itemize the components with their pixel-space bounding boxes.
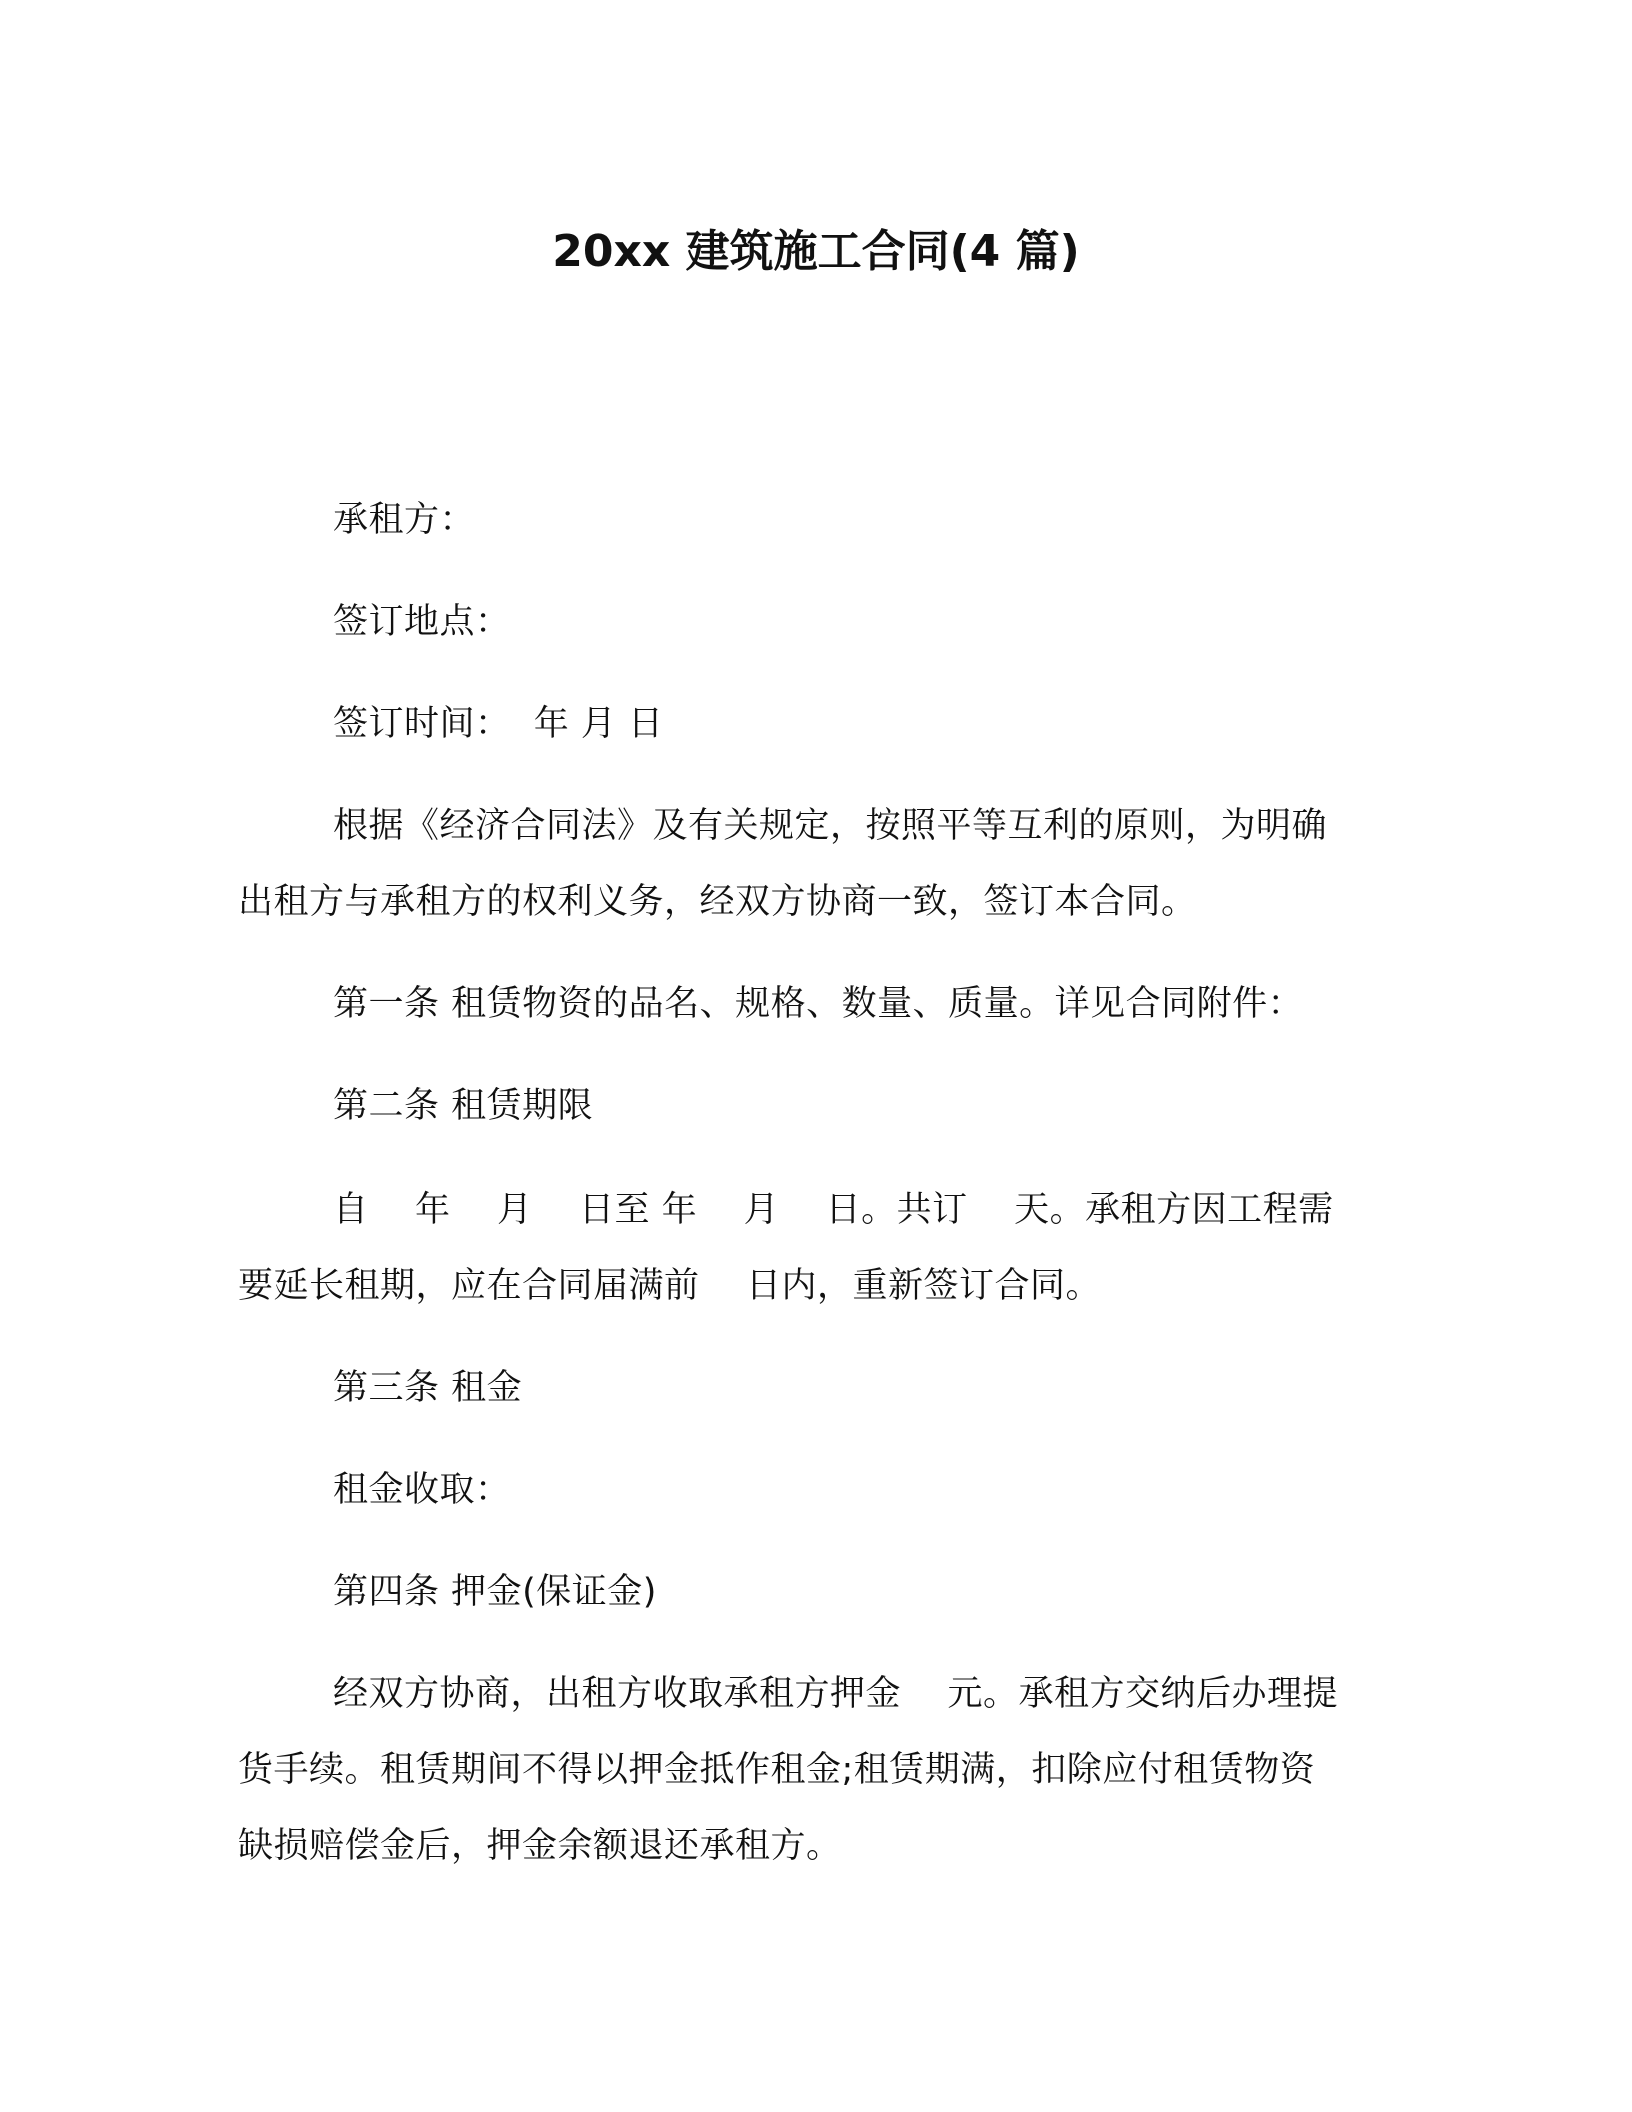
deposit-line-3: 缺损赔偿金后，押金余额退还承租方。 <box>238 1826 842 1866</box>
signing-place-line: 签订地点： <box>333 602 511 642</box>
rent-collection-line: 租金收取： <box>333 1470 511 1510</box>
article-4-heading: 第四条 押金(保证金) <box>333 1572 657 1612</box>
lease-term-line-2: 要延长租期，应在合同届满前 日内，重新签订合同。 <box>238 1266 1102 1306</box>
article-1-line: 第一条 租赁物资的品名、规格、数量、质量。详见合同附件： <box>333 984 1304 1024</box>
deposit-line-1: 经双方协商，出租方收取承租方押金 元。承租方交纳后办理提 <box>333 1674 1339 1714</box>
article-2-heading: 第二条 租赁期限 <box>333 1086 594 1126</box>
article-3-heading: 第三条 租金 <box>333 1368 523 1408</box>
deposit-line-2: 货手续。租赁期间不得以押金抵作租金;租赁期满，扣除应付租赁物资 <box>238 1750 1316 1790</box>
lessee-line: 承租方： <box>333 500 476 540</box>
signing-date-line: 签订时间： 年 月 日 <box>333 704 664 744</box>
document-title: 20xx 建筑施工合同(4 篇) <box>552 226 1080 277</box>
lease-term-line-1: 自 年 月 日至 年 月 日。共订 天。承租方因工程需 <box>333 1190 1334 1230</box>
preamble-line-2: 出租方与承租方的权利义务，经双方协商一致，签订本合同。 <box>238 882 1197 922</box>
preamble-line-1: 根据《经济合同法》及有关规定，按照平等互利的原则，为明确 <box>333 806 1328 846</box>
